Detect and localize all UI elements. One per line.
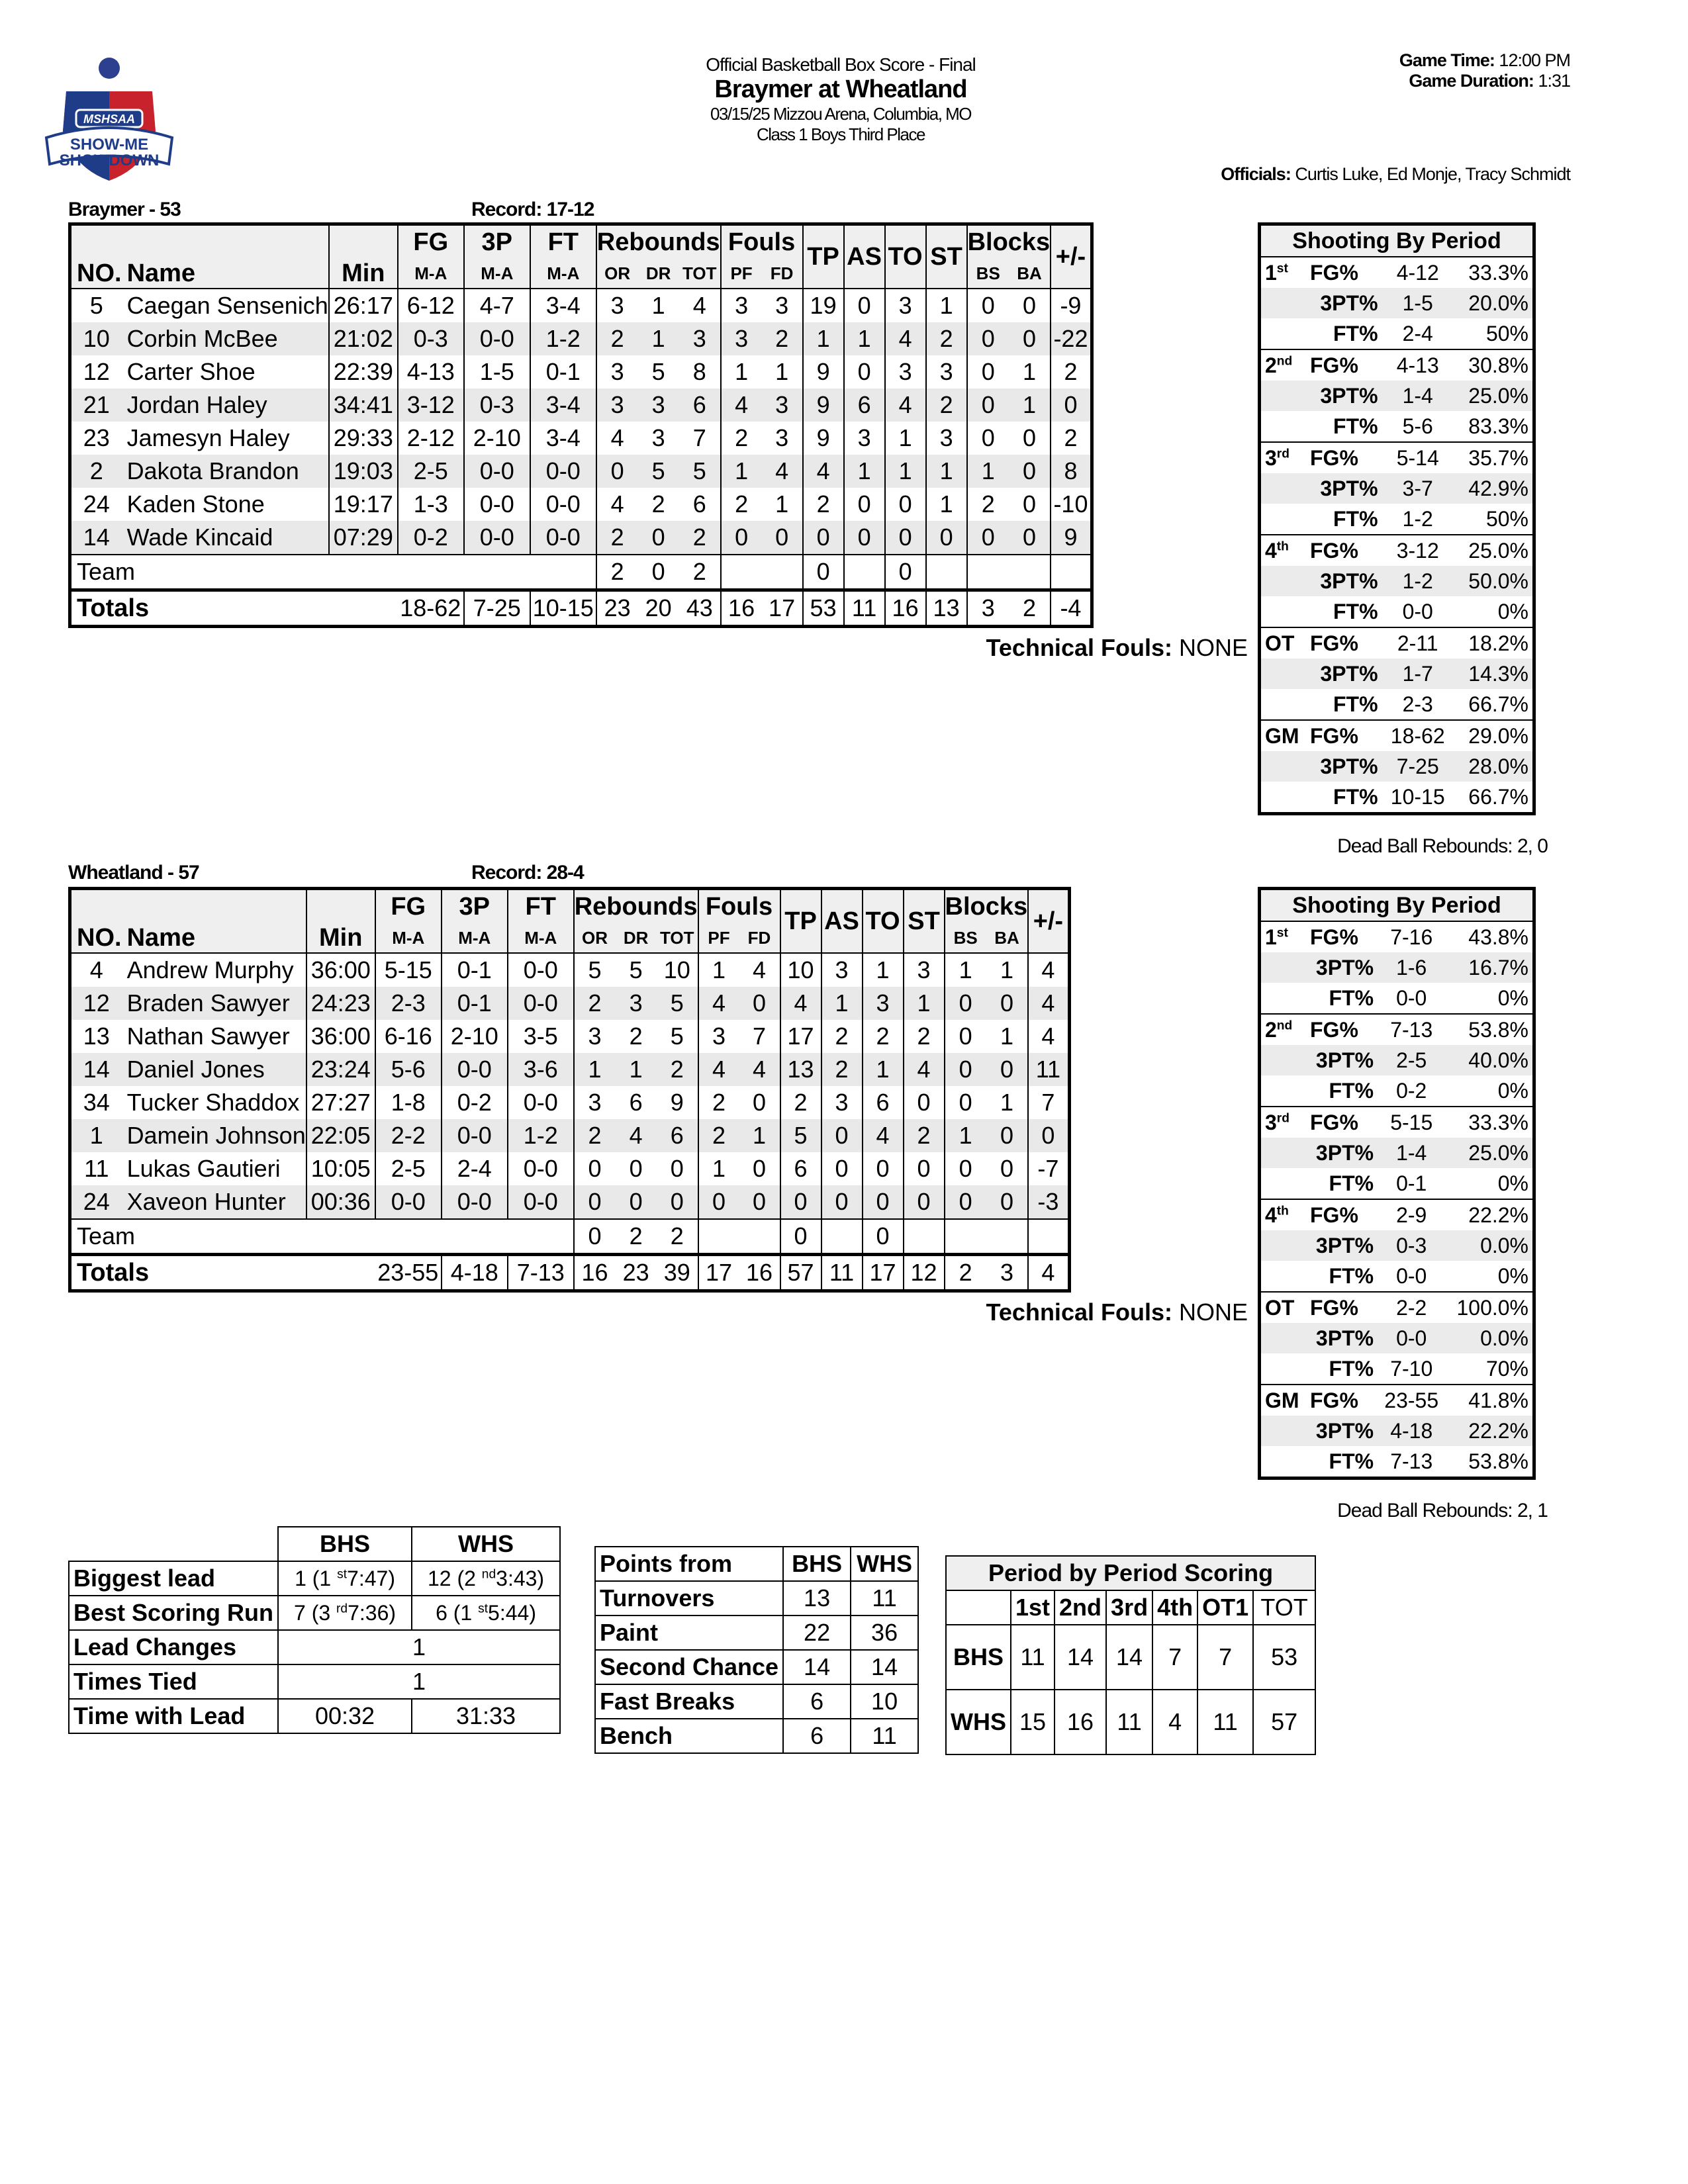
lead-summary-table <box>68 1526 561 1734</box>
player-row: 21 Jordan Haley 34:41 3-12 0-3 3-4 3 3 6 4 3 9 6 4 2 0 1 0 <box>70 388 1092 422</box>
player-row: 11 Lukas Gautieri 10:05 2-5 2-4 0-0 0 0 0 1 0 6 0 0 0 0 0 -7 <box>70 1152 1070 1185</box>
team2-name: Wheatland - 57 <box>68 862 199 884</box>
venue-line: 03/15/25 Mizzou Arena, Columbia, MO <box>710 104 972 124</box>
shooting-by-period-table: Shooting By Period 1st FG% 7-16 43.8% 3PT% 1-6 16.7% FT% 0-0 0% 2nd FG% 7-13 53.8% 3PT% 2-5 40.0% FT% 0-2 0% 3rd FG% 5-15 33.3% 3PT% 1-4 25.0% FT% 0-1 0% 4th FG% 2-9 22.2% 3PT% 0-3 0.0% FT% 0-0 0% OT FG% 2-2 100.0% 3PT% 0-0 0.0% FT% 7-10 70% GM FG% 23-55 41.8% 3PT% 4-18 22.2% FT% 7-13 53.8% <box>1258 887 1536 1480</box>
box-score-table: FG 3P FT Rebounds Fouls TP AS TO ST Blocks +/- NO. Name Min M-A M-A M-A OR DR TOT PF FD BS BA 4 Andrew Murphy 36:00 5-15 0-1 0-0 5 5 10 1 4 10 3 1 3 1 1 4 12 Braden Sawyer 24:23 2-3 0-1 0-0 2 3 5 4 0 4 1 3 1 0 0 4 13 Nathan Sawyer 36:00 6-16 2-10 3-5 3 2 5 3 7 17 2 2 2 0 1 4 14 Daniel Jones 23:24 5-6 0-0 3-6 1 1 2 4 4 13 2 1 4 0 0 11 34 Tucker Shaddox 27:27 1-8 0-2 0-0 3 6 9 2 0 2 3 6 0 0 1 7 1 Damein Johnson 22:05 2-2 0-0 1-2 2 4 6 2 1 5 0 4 2 1 0 0 11 Lukas Gautieri 10:05 2-5 2-4 0-0 0 0 0 1 0 6 0 0 0 0 0 -7 24 Xaveon Hunter 00:36 0-0 0-0 0-0 0 0 0 0 0 0 0 0 0 0 0 -3 Team 0 2 2 0 0 Totals 23-55 4-18 7-13 16 23 39 17 16 57 11 17 12 2 3 4 <box>68 887 1071 1293</box>
box-score-subtitle: Official Basketball Box Score - Final <box>706 54 976 75</box>
player-row: 24 Xaveon Hunter 00:36 0-0 0-0 0-0 0 0 0 0 0 0 0 0 0 0 0 -3 <box>70 1185 1070 1219</box>
player-row: 23 Jamesyn Haley 29:33 2-12 2-10 3-4 4 3 7 2 3 9 3 1 3 0 0 2 <box>70 422 1092 455</box>
points-from-row: Fast Breaks 6 10 <box>595 1684 918 1719</box>
biggest-lead-whs: 12 (2 $^{nd}$3:43) <box>412 1561 560 1596</box>
player-row: 13 Nathan Sawyer 36:00 6-16 2-10 3-5 3 2 5 3 7 17 2 2 2 0 1 4 <box>70 1020 1070 1053</box>
period-scoring-row: WHS 15 16 11 4 11 57 <box>946 1690 1315 1754</box>
best-run-whs: 6 (1 $^{st}$5:44) <box>412 1596 560 1630</box>
team2-box-score <box>68 887 1071 1293</box>
player-row: 4 Andrew Murphy 36:00 5-15 0-1 0-0 5 5 10 1 4 10 3 1 3 1 1 4 <box>70 953 1070 987</box>
player-row: 24 Kaden Stone 19:17 1-3 0-0 0-0 4 2 6 2 1 2 0 0 1 2 0 -10 <box>70 488 1092 521</box>
player-row: 5 Caegan Sensenich 26:17 6-12 4-7 3-4 3 1 4 3 3 19 0 3 1 0 0 -9 <box>70 289 1092 322</box>
team1-dead-ball-rebounds: Dead Ball Rebounds: 2, 0 <box>1337 835 1548 857</box>
team1-shooting-by-period <box>1258 222 1536 815</box>
player-row: 12 Carter Shoe 22:39 4-13 1-5 0-1 3 5 8 1 1 9 0 3 3 0 1 2 <box>70 355 1092 388</box>
totals-row: Totals 23-55 4-18 7-13 16 23 39 17 16 57 11 17 12 2 3 4 <box>70 1255 1070 1291</box>
team2-record: Record: 28-4 <box>471 862 584 884</box>
team2-shooting-by-period <box>1258 887 1536 1480</box>
biggest-lead-label: Biggest lead <box>69 1561 278 1596</box>
time-with-lead-whs: 31:33 <box>412 1699 560 1733</box>
period-scoring-table: Period by Period Scoring 1st 2nd 3rd 4th OT1 TOT BHS 11 14 14 7 7 53 WHS 15 16 11 4 11 57 <box>945 1555 1316 1755</box>
team1-box-score <box>68 222 1094 628</box>
player-row: 1 Damein Johnson 22:05 2-2 0-0 1-2 2 4 6 2 1 5 0 4 2 1 0 0 <box>70 1119 1070 1152</box>
officials-line: Officials: Curtis Luke, Ed Monje, Tracy Schmidt <box>1221 164 1570 184</box>
mshsaa-showdown-logo <box>40 52 179 191</box>
team1-record: Record: 17-12 <box>471 199 594 220</box>
svg-text:SHOWDOWN: SHOWDOWN <box>59 152 160 169</box>
box-score-table: FG 3P FT Rebounds Fouls TP AS TO ST Blocks +/- NO. Name Min M-A M-A M-A OR DR TOT PF FD BS BA 5 Caegan Sensenich 26:17 6-12 4-7 3-4 3 1 4 3 3 19 0 3 1 0 0 -9 10 Corbin McBee 21:02 0-3 0-0 1-2 2 1 3 3 2 1 1 4 2 0 0 -22 12 Carter Shoe 22:39 4-13 1-5 0-1 3 5 8 1 1 9 0 3 3 0 1 2 21 Jordan Haley 34:41 3-12 0-3 3-4 3 3 6 4 3 9 6 4 2 0 1 0 23 Jamesyn Haley 29:33 2-12 2-10 3-4 4 3 7 2 3 9 3 1 3 0 0 2 2 Dakota Brandon 19:03 2-5 0-0 0-0 0 5 5 1 4 4 1 1 1 1 0 8 24 Kaden Stone 19:17 1-3 0-0 0-0 4 2 6 2 1 2 0 0 1 2 0 -10 14 Wade Kincaid 07:29 0-2 0-0 0-0 2 0 2 0 0 0 0 0 0 0 0 9 Team 2 0 2 0 0 Totals 18-62 7-25 10-15 23 20 43 16 17 53 11 16 13 3 2 -4 <box>68 222 1094 628</box>
points-from-row: Paint 22 36 <box>595 1615 918 1650</box>
player-row: 34 Tucker Shaddox 27:27 1-8 0-2 0-0 3 6 9 2 0 2 3 6 0 0 1 7 <box>70 1086 1070 1119</box>
period-scoring-row: BHS 11 14 14 7 7 53 <box>946 1625 1315 1690</box>
team2-dead-ball-rebounds: Dead Ball Rebounds: 2, 1 <box>1337 1500 1548 1522</box>
best-run-label: Best Scoring Run <box>69 1596 278 1630</box>
totals-row: Totals 18-62 7-25 10-15 23 20 43 16 17 53 11 16 13 3 2 -4 <box>70 590 1092 627</box>
player-row: 12 Braden Sawyer 24:23 2-3 0-1 0-0 2 3 5 4 0 4 1 3 1 0 0 4 <box>70 987 1070 1020</box>
shooting-by-period-table: Shooting By Period 1st FG% 4-12 33.3% 3PT% 1-5 20.0% FT% 2-4 50% 2nd FG% 4-13 30.8% 3PT% 1-4 25.0% FT% 5-6 83.3% 3rd FG% 5-14 35.7% 3PT% 3-7 42.9% FT% 1-2 50% 4th FG% 3-12 25.0% 3PT% 1-2 50.0% FT% 0-0 0% OT FG% 2-11 18.2% 3PT% 1-7 14.3% FT% 2-3 66.7% GM FG% 18-62 29.0% 3PT% 7-25 28.0% FT% 10-15 66.7% <box>1258 222 1536 815</box>
team-row: Team 2 0 2 0 0 <box>70 555 1092 590</box>
times-tied-value: 1 <box>278 1664 560 1699</box>
svg-text:SHOW-ME: SHOW-ME <box>70 136 149 154</box>
lead-changes-value: 1 <box>278 1630 560 1664</box>
lead-header-whs: WHS <box>412 1527 560 1561</box>
lead-changes-label: Lead Changes <box>69 1630 278 1664</box>
game-duration: Game Duration: 1:31 <box>1409 71 1570 91</box>
team1-technical-fouls: Technical Fouls: NONE <box>986 634 1248 661</box>
game-time: Game Time: 12:00 PM <box>1399 50 1570 70</box>
team-row: Team 0 2 2 0 0 <box>70 1219 1070 1255</box>
game-title: Braymer at Wheatland <box>714 75 967 103</box>
points-from-row: Second Chance 14 14 <box>595 1650 918 1684</box>
best-run-bhs: 7 (3 $^{rd}$7:36) <box>278 1596 412 1630</box>
time-with-lead-bhs: 00:32 <box>278 1699 412 1733</box>
team2-technical-fouls: Technical Fouls: NONE <box>986 1298 1248 1326</box>
svg-text:MSHSAA: MSHSAA <box>83 113 136 126</box>
class-line: Class 1 Boys Third Place <box>757 124 925 144</box>
team1-name: Braymer - 53 <box>68 199 181 220</box>
biggest-lead-bhs: 1 (1 $^{st}$7:47) <box>278 1561 412 1596</box>
player-row: 2 Dakota Brandon 19:03 2-5 0-0 0-0 0 5 5 1 4 4 1 1 1 1 0 8 <box>70 455 1092 488</box>
points-from-row: Turnovers 13 11 <box>595 1581 918 1615</box>
player-row: 14 Wade Kincaid 07:29 0-2 0-0 0-0 2 0 2 0 0 0 0 0 0 0 0 9 <box>70 521 1092 555</box>
player-row: 14 Daniel Jones 23:24 5-6 0-0 3-6 1 1 2 4 4 13 2 1 4 0 0 11 <box>70 1053 1070 1086</box>
times-tied-label: Times Tied <box>69 1664 278 1699</box>
time-with-lead-label: Time with Lead <box>69 1699 278 1733</box>
player-row: 10 Corbin McBee 21:02 0-3 0-0 1-2 2 1 3 3 2 1 1 4 2 0 0 -22 <box>70 322 1092 355</box>
lead-header-bhs: BHS <box>278 1527 412 1561</box>
points-from-table: Points from BHS WHS Turnovers 13 11 Paint 22 36 Second Chance 14 14 Fast Breaks 6 10 Bench 6 11 <box>594 1546 919 1754</box>
points-from-row: Bench 6 11 <box>595 1719 918 1753</box>
